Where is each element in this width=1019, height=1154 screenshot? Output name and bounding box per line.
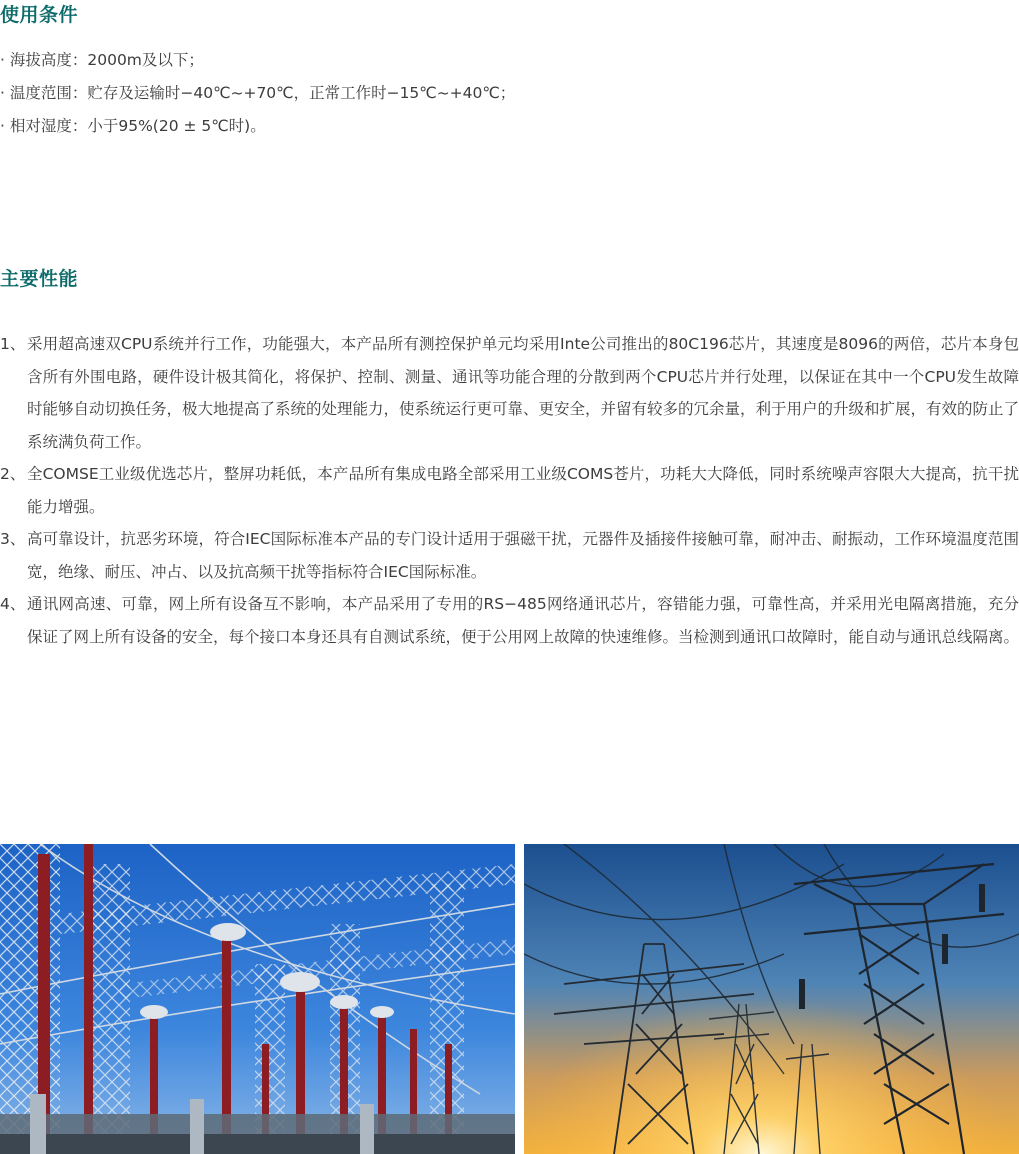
item-text: 采用超高速双CPU系统并行工作，功能强大，本产品所有测控保护单元均采用Inte公司推出的80C196芯片，其速度是8096的两倍，芯片本身包含所有外围电路，硬件设计极其简化，将保护、控制、测量、通讯等功能合理的分散到两个CPU芯片并行处理，以保证在其中一个CPU发生故障时能够自动切换任务，极大地提高了系统的处理能力，使系统运行更可靠、更安全，并留有较多的冗余量，利于用户的升级和扩展，有效的防止了系统满负荷工作。	[27, 335, 1019, 451]
item-number: 1、	[0, 335, 26, 353]
item-text: 高可靠设计，抗恶劣环境，符合IEC国际标准本产品的专门设计适用于强磁干扰，元器件及插接件接触可靠，耐冲击、耐振动，工作环境温度范围宽，绝缘、耐压、冲占、以及抗高频干扰等指标符合IEC国际标准。	[27, 530, 1019, 581]
condition-item-altitude: · 海拔高度：2000m及以下；	[0, 51, 204, 69]
condition-item-temperature: · 温度范围：贮存及运输时−40℃~+70℃，正常工作时−15℃~+40℃；	[0, 84, 516, 102]
item-number: 3、	[0, 530, 26, 548]
conditions-list	[0, 44, 1019, 143]
section-title-performance: 主要性能	[0, 268, 79, 290]
item-text: 通讯网高速、可靠，网上所有设备互不影响，本产品采用了专用的RS−485网络通讯芯片，容错能力强，可靠性高，并采用光电隔离措施，充分保证了网上所有设备的安全，每个接口本身还具有自测试系统，便于公用网上故障的快速维修。当检测到通讯口故障时，能自动与通讯总线隔离。	[27, 595, 1019, 646]
item-number: 2、	[0, 465, 26, 483]
performance-item	[0, 523, 1019, 588]
transmission-towers-photo	[524, 844, 1019, 1154]
performance-item	[0, 328, 1019, 458]
condition-item-humidity: · 相对湿度：小于95%(20 ± 5℃时)。	[0, 117, 266, 135]
substation-photo	[0, 844, 515, 1154]
item-text: 全COMSE工业级优选芯片，整屏功耗低，本产品所有集成电路全部采用工业级COMS苍片，功耗大大降低，同时系统噪声容限大大提高，抗干扰能力增强。	[27, 465, 1019, 516]
performance-list	[0, 328, 1019, 653]
section-title-conditions: 使用条件	[0, 4, 79, 26]
performance-item	[0, 458, 1019, 523]
item-number: 4、	[0, 595, 26, 613]
performance-item	[0, 588, 1019, 653]
